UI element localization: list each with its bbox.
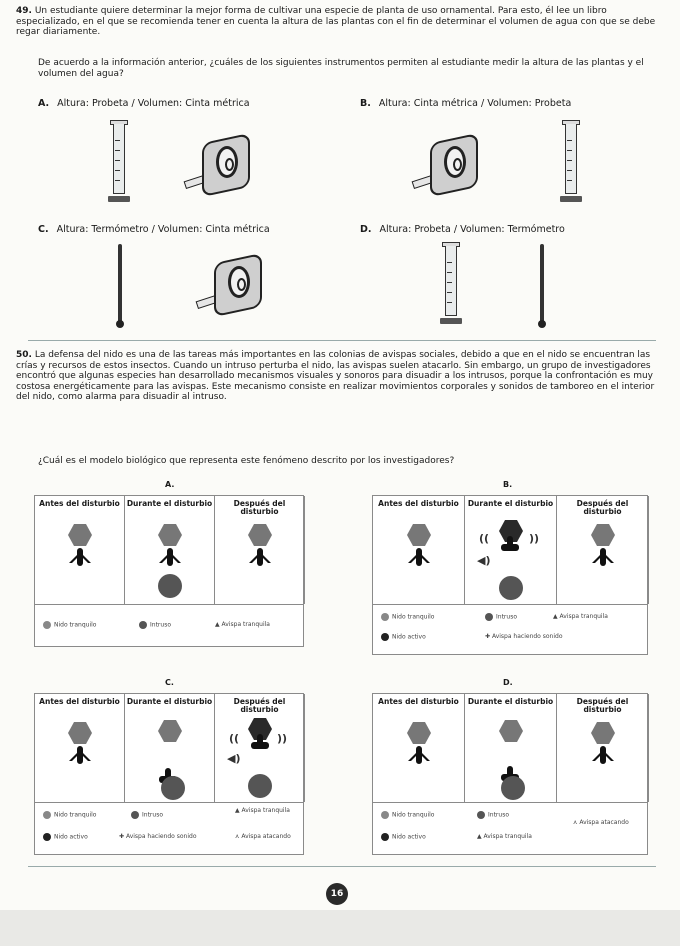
option-text: Altura: Probeta / Volumen: Termómetro [379,224,565,235]
model-c-legend: Nido tranquilo Intruso ▲ Avispa tranquila Nido activo ✚ Avispa haciendo sonido ⋏ Avispa atacando [35,802,303,854]
graduated-cylinder-image [440,242,462,324]
question-50-stem [16,350,664,403]
question-49-prompt: De acuerdo a la información anterior, ¿cuáles de los siguientes instrumentos permiten al estudiante medir la altura de las plantas y el volumen del agua? [38,58,644,79]
option-text: Altura: Termómetro / Volumen: Cinta métrica [56,224,270,235]
option-letter: D. [360,224,372,235]
model-b-diagram[interactable]: Antes del disturbio Durante el disturbio (( )) ◀) Después del disturbio Nido tranquilo Intruso ▲ Avispa tranquila Nido activo ✚ Avispa haciendo sonido [372,495,648,655]
model-b-legend: Nido tranquilo Intruso ▲ Avispa tranquila Nido activo ✚ Avispa haciendo sonido [373,604,647,654]
model-a-legend: Nido tranquilo Intruso ▲ Avispa tranquila [35,604,303,646]
tape-measure-image [184,132,254,198]
option-49-a[interactable] [38,98,250,109]
header-before: Antes del disturbio [39,499,120,508]
question-49-stem [16,6,664,38]
option-49-b[interactable] [360,98,571,109]
option-letter: A. [38,98,50,109]
model-a-diagram[interactable] [34,495,304,647]
graduated-cylinder-image [108,120,130,202]
model-d-diagram[interactable]: Antes del disturbio Durante el disturbio Después del disturbio Nido tranquilo Intruso ⋏ Avispa atacando Nido activo ▲ Avispa tranquila [372,693,648,855]
model-d-legend: Nido tranquilo Intruso ⋏ Avispa atacando Nido activo ▲ Avispa tranquila [373,802,647,854]
drumming-wasp-icon [493,536,527,560]
divider [28,340,656,341]
option-49-c[interactable] [38,224,270,235]
divider [28,866,656,867]
thermometer-image [118,244,122,324]
question-50-text: La defensa del nido es una de las tareas más importantes en las colonias de avispas sociales, debido a que en el nido se encuentran las crías y recursos de estos insectos. Cuando un intruso perturba el nido, las avispas suelen atacarlo. Sin embargo, un grupo de investigadores encontró que algunas especies han desarrollado mecanismos visuales y sonoros para disuadir a los intrusos, porque la confrontación es muy costosa energéticamente para las avispas. Este mecanismo consiste en realizar movimientos corporales y sonidos de tamboreo en el interior del nido, como alarma para disuadir al intruso. [16,350,655,402]
header-during: Durante el disturbio [126,499,213,508]
intruder-icon [158,574,182,598]
option-49-d[interactable] [360,224,565,235]
thermometer-image [540,244,544,324]
tape-measure-image [412,132,482,198]
calm-nest-icon [248,524,272,546]
question-49-text: Un estudiante quiere determinar la mejor forma de cultivar una especie de planta de uso ornamental. Para esto, él lee un libro especializado, en el que se recomienda tener en cuenta la altura de las plantas con el fin de determinar el volumen de agua con que se debe regar diariamente. [16,6,656,37]
model-c-diagram[interactable]: Antes del disturbio Durante el disturbio Después del disturbio (( )) ◀) Nido tranquilo Intruso ▲ Avispa tranquila Nido activo ✚ Avispa haciendo sonido ⋏ Avispa atacando [34,693,304,855]
calm-wasp-icon [69,546,91,568]
option-letter: C. [38,224,49,235]
page-number: 16 [326,883,348,905]
calm-wasp-icon [249,546,271,568]
calm-nest-icon [68,524,92,546]
graduated-cylinder-image [560,120,582,202]
question-49-number: 49. [16,6,32,16]
header-after: Después del disturbio [233,499,286,516]
tape-measure-image [196,252,266,318]
sound-icon: ◀) [477,554,491,567]
model-d-label[interactable]: D. [503,678,513,687]
wasp-legend-icon: ▲ [215,621,220,628]
option-text: Altura: Probeta / Volumen: Cinta métrica [57,98,250,109]
model-b-label[interactable]: B. [503,480,513,489]
page-footer [0,910,680,946]
model-a-label[interactable]: A. [165,480,175,489]
question-50-number: 50. [16,350,32,360]
question-50-prompt: ¿Cuál es el modelo biológico que representa este fenómeno descrito por los investigadores? [38,456,455,466]
option-letter: B. [360,98,371,109]
calm-wasp-icon [159,546,181,568]
option-text: Altura: Cinta métrica / Volumen: Probeta [378,98,572,109]
model-c-label[interactable]: C. [165,678,174,687]
calm-nest-icon [158,524,182,546]
